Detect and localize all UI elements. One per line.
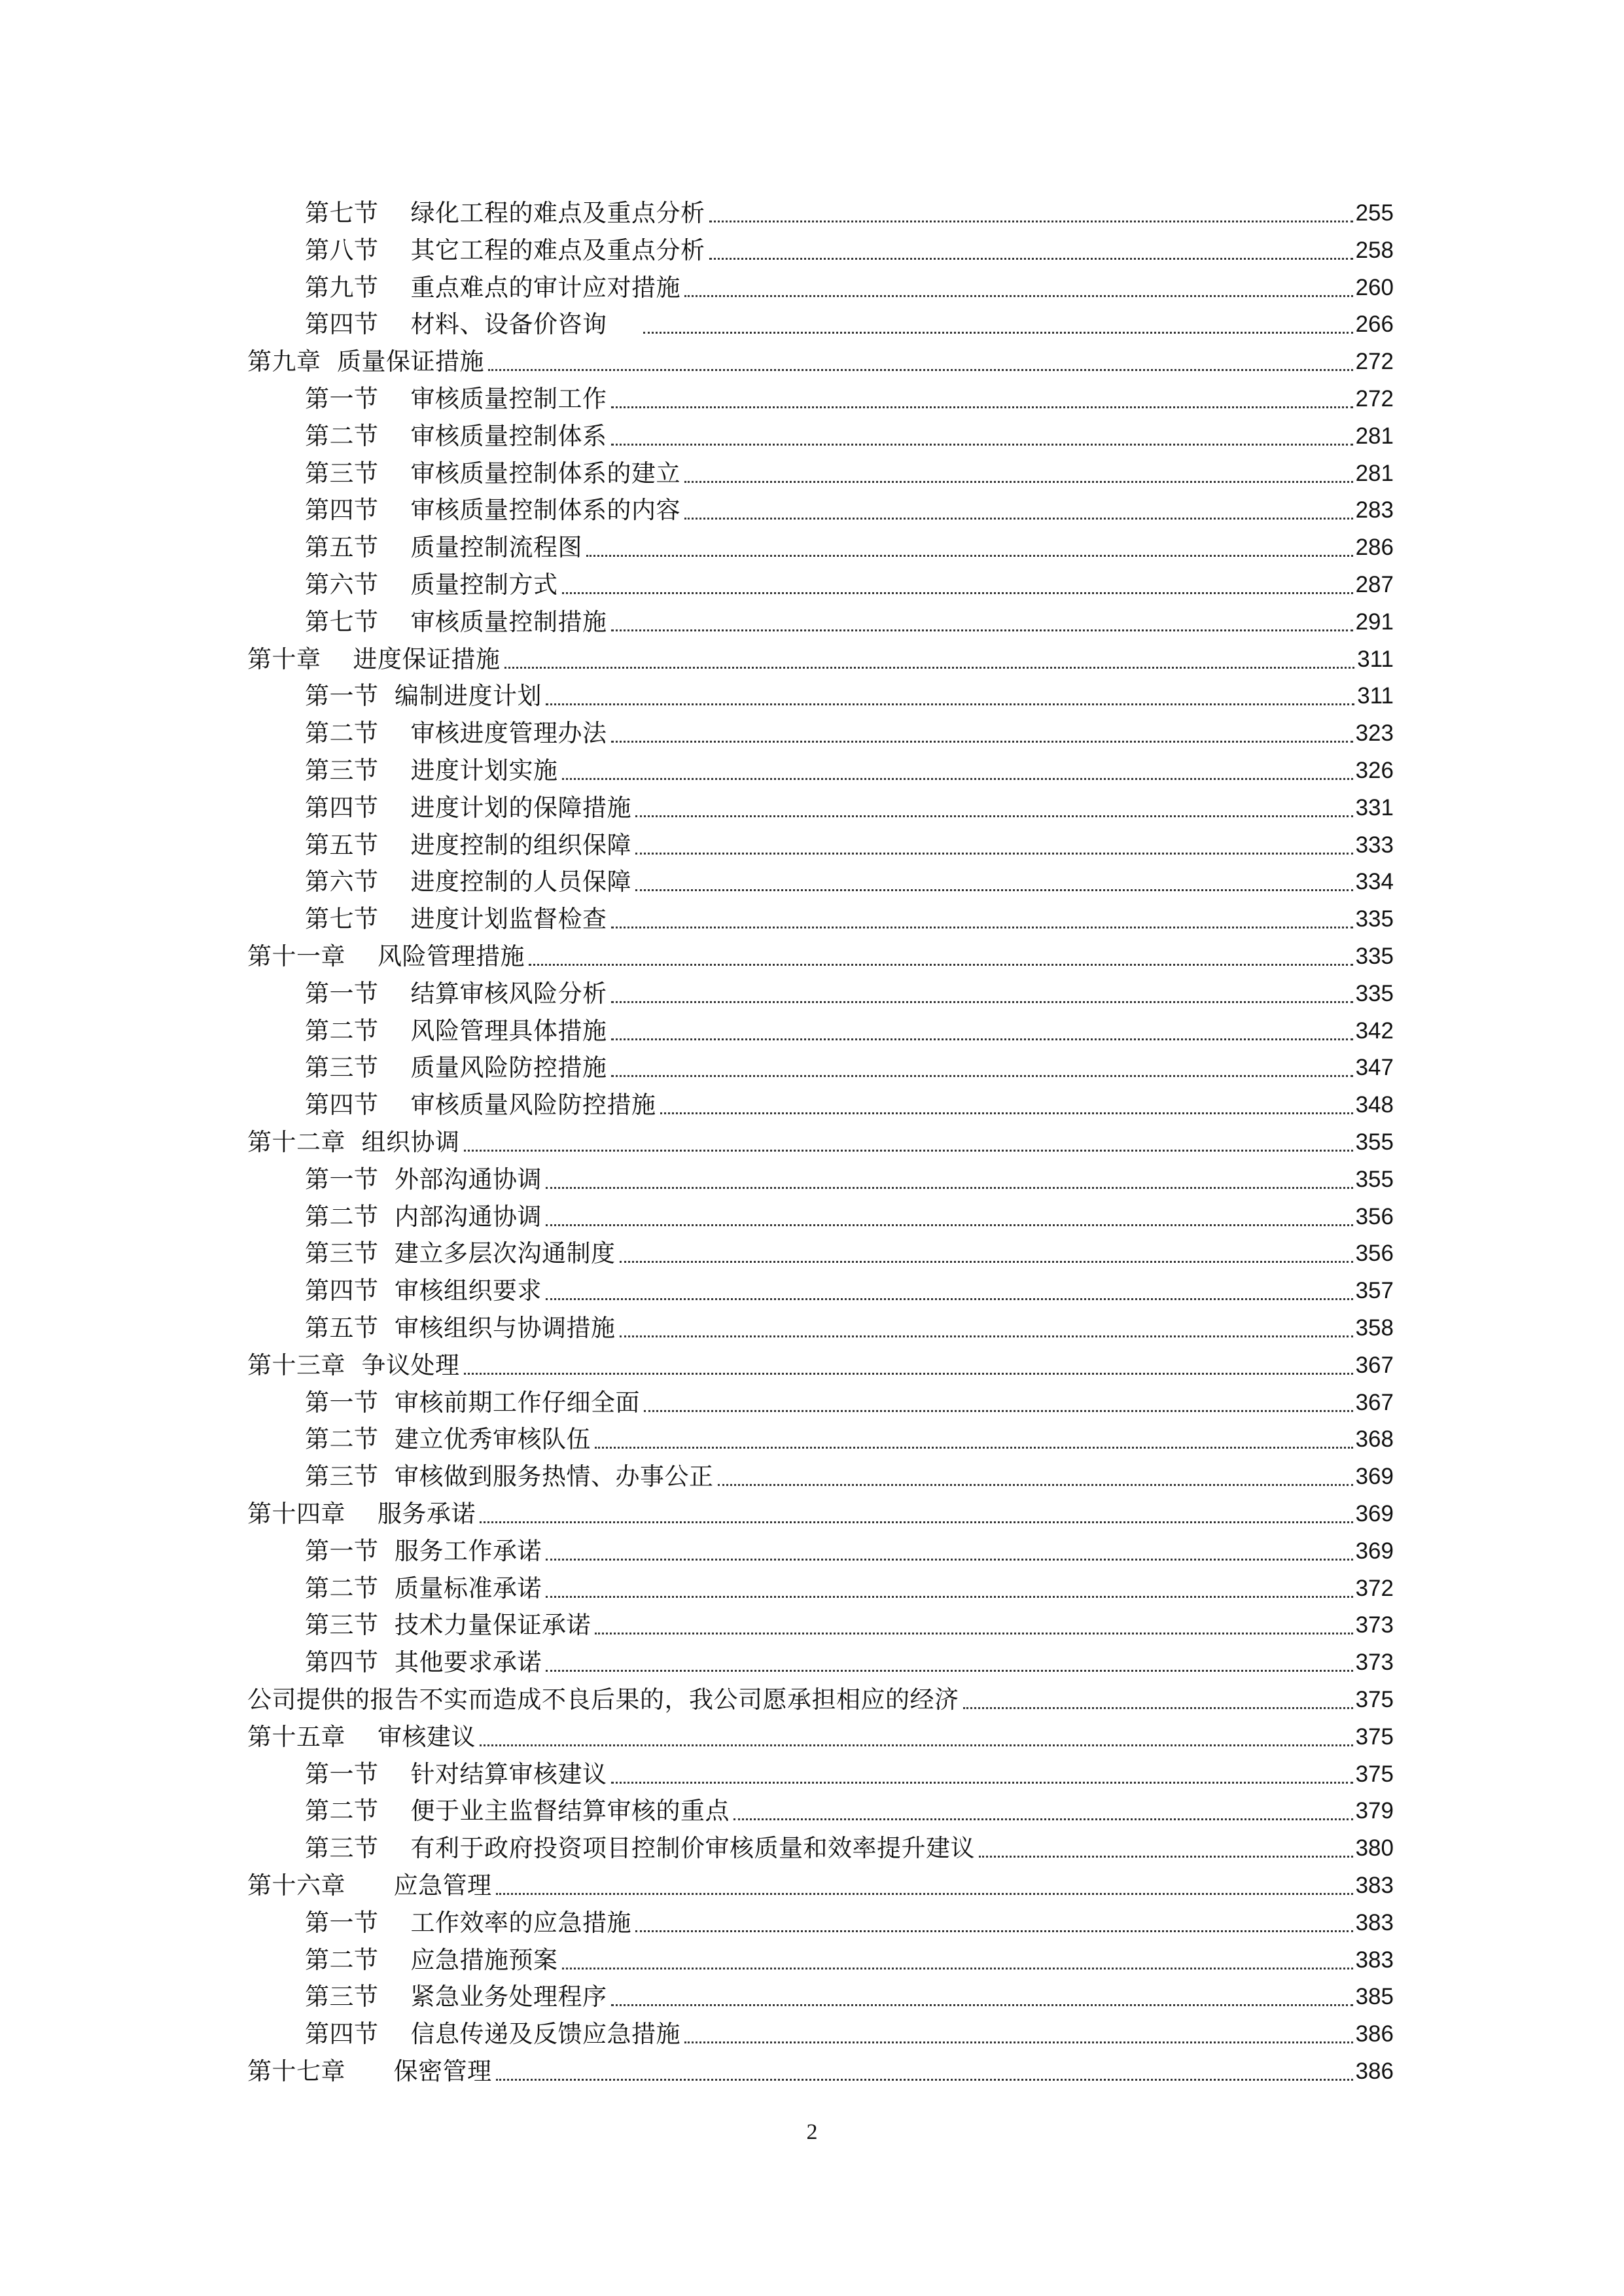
toc-dot-leader [611, 629, 1353, 631]
toc-section-entry[interactable] [305, 1014, 1394, 1048]
toc-dot-leader [709, 258, 1353, 260]
toc-dot-leader [546, 1670, 1353, 1672]
toc-entry-title: 第四节 信息传递及反馈应急措施 [305, 2020, 681, 2049]
toc-entry-page: 379 [1355, 1798, 1394, 1824]
toc-section-entry[interactable] [305, 1608, 1394, 1642]
toc-section-entry[interactable] [305, 2017, 1394, 2051]
toc-dot-leader [488, 369, 1353, 371]
toc-entry-page: 266 [1355, 311, 1394, 338]
toc-dot-leader [733, 1818, 1353, 1820]
toc-entry-title: 第一节 工作效率的应急措施 [305, 1908, 632, 1937]
toc-dot-leader [546, 703, 1354, 705]
toc-entry-title: 第一节 编制进度计划 [305, 682, 542, 711]
toc-entry-page: 367 [1355, 1389, 1394, 1415]
toc-dot-leader [963, 1707, 1353, 1709]
toc-dot-leader [611, 1038, 1353, 1040]
toc-dot-leader [635, 1930, 1353, 1932]
toc-section-entry[interactable] [305, 1943, 1394, 1977]
toc-entry-title: 第七节 进度计划监督检查 [305, 905, 607, 934]
toc-entry-page: 356 [1355, 1203, 1394, 1229]
toc-dot-leader [504, 667, 1355, 669]
toc-entry-title: 第五节 质量控制流程图 [305, 533, 583, 562]
toc-entry-page: 258 [1355, 237, 1394, 263]
toc-entry-page: 375 [1355, 1761, 1394, 1787]
toc-entry-page: 356 [1355, 1241, 1394, 1267]
toc-dot-leader [496, 2079, 1353, 2081]
toc-dot-leader [546, 1187, 1353, 1189]
toc-entry-page: 369 [1355, 1501, 1394, 1527]
toc-chapter-entry[interactable] [247, 1125, 1394, 1159]
toc-entry-page: 358 [1355, 1315, 1394, 1341]
toc-dot-leader [562, 1968, 1353, 1969]
toc-entry-page: 291 [1355, 609, 1394, 635]
toc-section-entry[interactable] [305, 1534, 1394, 1568]
toc-entry-title: 第二节 内部沟通协调 [305, 1202, 542, 1231]
toc-entry-page: 326 [1355, 758, 1394, 783]
toc-entry-title: 第一节 服务工作承诺 [305, 1536, 542, 1565]
toc-section-entry[interactable] [305, 902, 1394, 936]
toc-dot-leader [718, 1484, 1353, 1486]
toc-entry-page: 375 [1355, 1687, 1394, 1712]
toc-entry-title: 第四节 材料、设备价咨询 [305, 310, 639, 339]
toc-section-entry[interactable] [305, 1051, 1394, 1085]
toc-section-entry[interactable] [305, 457, 1394, 491]
toc-chapter-entry[interactable] [247, 1497, 1394, 1531]
toc-section-entry[interactable] [305, 679, 1394, 713]
toc-entry-title: 第六节 质量控制方式 [305, 571, 558, 599]
toc-chapter-entry[interactable] [247, 643, 1394, 677]
toc-dot-leader [546, 1298, 1353, 1300]
toc-entry-title: 第三节 紧急业务处理程序 [305, 1983, 607, 2011]
toc-dot-leader [709, 221, 1353, 222]
toc-entry-title: 第十一章 风险管理措施 [247, 942, 525, 970]
toc-entry-title: 第一节 针对结算审核建议 [305, 1759, 607, 1788]
toc-dot-leader [660, 1112, 1353, 1114]
toc-section-entry[interactable] [305, 1200, 1394, 1234]
toc-section-entry[interactable] [305, 1237, 1394, 1271]
toc-entry-title: 第四节 审核质量控制体系的内容 [305, 496, 681, 525]
toc-section-entry[interactable] [305, 716, 1394, 751]
toc-dot-leader [611, 1001, 1353, 1003]
toc-section-entry[interactable] [305, 382, 1394, 416]
toc-dot-leader [611, 927, 1353, 928]
toc-entry-title: 第七节 审核质量控制措施 [305, 607, 607, 636]
toc-entry-title: 第二节 便于业主监督结算审核的重点 [305, 1797, 730, 1826]
toc-entry-page: 369 [1355, 1538, 1394, 1564]
toc-dot-leader [586, 555, 1353, 557]
toc-dot-leader [635, 889, 1353, 891]
toc-dot-leader [546, 1224, 1353, 1226]
toc-entry-page: 373 [1355, 1650, 1394, 1676]
toc-chapter-entry[interactable] [247, 1869, 1394, 1903]
toc-entry-page: 347 [1355, 1055, 1394, 1081]
toc-entry-title: 第一节 外部沟通协调 [305, 1165, 542, 1193]
toc-dot-leader [595, 1447, 1353, 1449]
toc-entry-title: 第二节 应急措施预案 [305, 1945, 558, 1974]
toc-entry-page: 333 [1355, 832, 1394, 858]
toc-chapter-entry[interactable] [247, 1683, 1394, 1717]
toc-entry-page: 283 [1355, 497, 1394, 523]
toc-dot-leader [496, 1893, 1353, 1895]
toc-dot-leader [611, 444, 1353, 446]
toc-entry-title: 第七节 绿化工程的难点及重点分析 [305, 199, 705, 227]
toc-entry-title: 第一节 审核前期工作仔细全面 [305, 1388, 641, 1417]
toc-section-entry[interactable] [305, 1794, 1394, 1828]
toc-entry-page: 272 [1355, 349, 1394, 375]
toc-section-entry[interactable] [305, 568, 1394, 602]
toc-dot-leader [620, 1335, 1353, 1337]
toc-entry-title: 第十五章 审核建议 [247, 1722, 476, 1751]
toc-entry-title: 第十章 进度保证措施 [247, 645, 501, 673]
toc-entry-title: 第十六章 应急管理 [247, 1871, 492, 1899]
toc-dot-leader [979, 1856, 1353, 1858]
toc-dot-leader [595, 1633, 1353, 1634]
toc-dot-leader [480, 1521, 1353, 1523]
toc-entry-page: 281 [1355, 423, 1394, 449]
toc-entry-page: 287 [1355, 572, 1394, 597]
toc-entry-title: 第四节 审核质量风险防控措施 [305, 1091, 656, 1120]
toc-entry-title: 第三节 有利于政府投资项目控制价审核质量和效率提升建议 [305, 1834, 976, 1863]
toc-entry-title: 第五节 审核组织与协调措施 [305, 1314, 616, 1342]
toc-entry-title: 第二节 风险管理具体措施 [305, 1016, 607, 1045]
toc-entry-page: 323 [1355, 720, 1394, 747]
toc-section-entry[interactable] [305, 754, 1394, 788]
toc-entry-page: 383 [1355, 1947, 1394, 1973]
toc-entry-title: 第三节 进度计划实施 [305, 756, 558, 785]
toc-entry-title: 第二节 审核质量控制体系 [305, 421, 607, 450]
toc-entry-page: 348 [1355, 1092, 1394, 1118]
toc-entry-title: 第十七章 保密管理 [247, 2057, 492, 2085]
toc-dot-leader [546, 1596, 1353, 1598]
toc-dot-leader [611, 1075, 1353, 1077]
toc-dot-leader [611, 741, 1353, 743]
toc-dot-leader [562, 778, 1353, 780]
toc-entry-page: 311 [1357, 646, 1394, 672]
toc-entry-page: 368 [1355, 1426, 1394, 1453]
toc-chapter-entry[interactable] [247, 1349, 1394, 1383]
toc-entry-title: 第十四章 服务承诺 [247, 1500, 476, 1528]
toc-entry-title: 第十二章 组织协调 [247, 1128, 460, 1156]
toc-dot-leader [480, 1744, 1353, 1746]
toc-entry-page: 386 [1355, 2021, 1394, 2047]
toc-dot-leader [611, 2004, 1353, 2006]
toc-section-entry[interactable] [305, 1311, 1394, 1345]
toc-dot-leader [635, 815, 1353, 817]
toc-section-entry[interactable] [305, 419, 1394, 453]
toc-chapter-entry[interactable] [247, 940, 1394, 974]
toc-dot-leader [464, 1373, 1353, 1375]
toc-dot-leader [620, 1261, 1353, 1263]
toc-dot-leader [684, 295, 1353, 297]
toc-entry-title: 第三节 审核做到服务热情、办事公正 [305, 1462, 714, 1491]
toc-entry-page: 372 [1355, 1575, 1394, 1601]
toc-section-entry[interactable] [305, 1274, 1394, 1308]
toc-entry-page: 281 [1355, 460, 1394, 486]
toc-entry-page: 335 [1355, 944, 1394, 969]
page-number: 2 [806, 2120, 818, 2144]
toc-dot-leader [562, 592, 1353, 594]
toc-dot-leader [684, 481, 1353, 483]
toc-entry-title: 公司提供的报告不实而造成不良后果的，我公司愿承担相应的经济 [247, 1686, 959, 1714]
toc-entry-title: 第二节 质量标准承诺 [305, 1574, 542, 1602]
toc-section-entry[interactable] [305, 1163, 1394, 1197]
toc-entry-title: 第六节 进度控制的人员保障 [305, 868, 632, 896]
toc-section-entry[interactable] [305, 1460, 1394, 1494]
toc-entry-page: 357 [1355, 1278, 1394, 1304]
toc-entry-title: 第二节 建立优秀审核队伍 [305, 1425, 591, 1454]
toc-entry-page: 380 [1355, 1835, 1394, 1862]
toc-section-entry[interactable] [305, 1980, 1394, 2014]
toc-entry-title: 第三节 技术力量保证承诺 [305, 1611, 591, 1640]
toc-section-entry[interactable] [305, 531, 1394, 565]
toc-section-entry[interactable] [305, 791, 1394, 825]
toc-entry-title: 第五节 进度控制的组织保障 [305, 830, 632, 859]
toc-dot-leader [611, 1782, 1353, 1784]
toc-entry-title: 第四节 审核组织要求 [305, 1277, 542, 1305]
toc-dot-leader [644, 1410, 1353, 1412]
toc-dot-leader [546, 1559, 1353, 1561]
toc-section-entry[interactable] [305, 828, 1394, 862]
toc-entry-page: 373 [1355, 1612, 1394, 1638]
toc-entry-title: 第一节 审核质量控制工作 [305, 385, 607, 413]
toc-entry-title: 第八节 其它工程的难点及重点分析 [305, 236, 705, 264]
toc-entry-page: 260 [1355, 274, 1394, 300]
toc-section-entry[interactable] [305, 271, 1394, 305]
toc-entry-page: 369 [1355, 1464, 1394, 1490]
toc-entry-title: 第一节 结算审核风险分析 [305, 979, 607, 1008]
toc-entry-page: 383 [1355, 1873, 1394, 1898]
toc-dot-leader [684, 518, 1353, 520]
toc-dot-leader [529, 964, 1353, 966]
toc-section-entry[interactable] [305, 1757, 1394, 1792]
toc-entry-title: 第九节 重点难点的审计应对措施 [305, 273, 681, 302]
toc-section-entry[interactable] [305, 1646, 1394, 1680]
toc-entry-title: 第三节 质量风险防控措施 [305, 1053, 607, 1082]
toc-dot-leader [464, 1150, 1353, 1152]
toc-dot-leader [684, 2041, 1353, 2043]
toc-dot-leader [635, 853, 1353, 855]
toc-entry-title: 第三节 建立多层次沟通制度 [305, 1239, 616, 1268]
toc-section-entry[interactable] [305, 1572, 1394, 1606]
toc-entry-page: 375 [1355, 1723, 1394, 1750]
toc-entry-page: 355 [1355, 1166, 1394, 1192]
toc-entry-title: 第十三章 争议处理 [247, 1351, 460, 1379]
toc-section-entry[interactable] [305, 1386, 1394, 1420]
toc-entry-title: 第二节 审核进度管理办法 [305, 719, 607, 748]
toc-entry-page: 334 [1355, 869, 1394, 895]
toc-chapter-entry[interactable] [247, 1720, 1394, 1754]
toc-entry-page: 355 [1355, 1129, 1394, 1155]
toc-section-entry[interactable] [305, 865, 1394, 899]
toc-entry-page: 335 [1355, 906, 1394, 932]
toc-dot-leader [643, 332, 1353, 334]
toc-section-entry[interactable] [305, 234, 1394, 268]
toc-section-entry[interactable] [305, 1088, 1394, 1122]
toc-entry-page: 331 [1355, 794, 1394, 821]
toc-entry-title: 第三节 审核质量控制体系的建立 [305, 459, 681, 487]
toc-entry-page: 385 [1355, 1984, 1394, 2010]
toc-chapter-entry[interactable] [247, 345, 1394, 379]
toc-entry-page: 272 [1355, 386, 1394, 412]
toc-section-entry[interactable] [305, 196, 1394, 230]
toc-section-entry[interactable] [305, 977, 1394, 1011]
toc-entry-page: 367 [1355, 1352, 1394, 1378]
toc-entry-title: 第四节 进度计划的保障措施 [305, 793, 632, 822]
toc-section-entry[interactable] [305, 1422, 1394, 1457]
toc-entry-page: 386 [1355, 2058, 1394, 2084]
toc-entry-title: 第四节 其他要求承诺 [305, 1648, 542, 1677]
toc-entry-page: 311 [1357, 683, 1394, 709]
toc-entry-title: 第九章 质量保证措施 [247, 347, 485, 376]
toc-section-entry[interactable] [305, 1831, 1394, 1865]
toc-entry-page: 335 [1355, 980, 1394, 1006]
toc-entry-page: 342 [1355, 1017, 1394, 1044]
toc-section-entry[interactable] [305, 1906, 1394, 1940]
toc-entry-page: 286 [1355, 535, 1394, 561]
toc-dot-leader [611, 406, 1353, 408]
toc-section-entry[interactable] [305, 308, 1394, 342]
toc-section-entry[interactable] [305, 493, 1394, 527]
toc-section-entry[interactable] [305, 605, 1394, 639]
toc-entry-page: 383 [1355, 1909, 1394, 1935]
toc-entry-page: 255 [1355, 200, 1394, 226]
toc-chapter-entry[interactable] [247, 2055, 1394, 2089]
